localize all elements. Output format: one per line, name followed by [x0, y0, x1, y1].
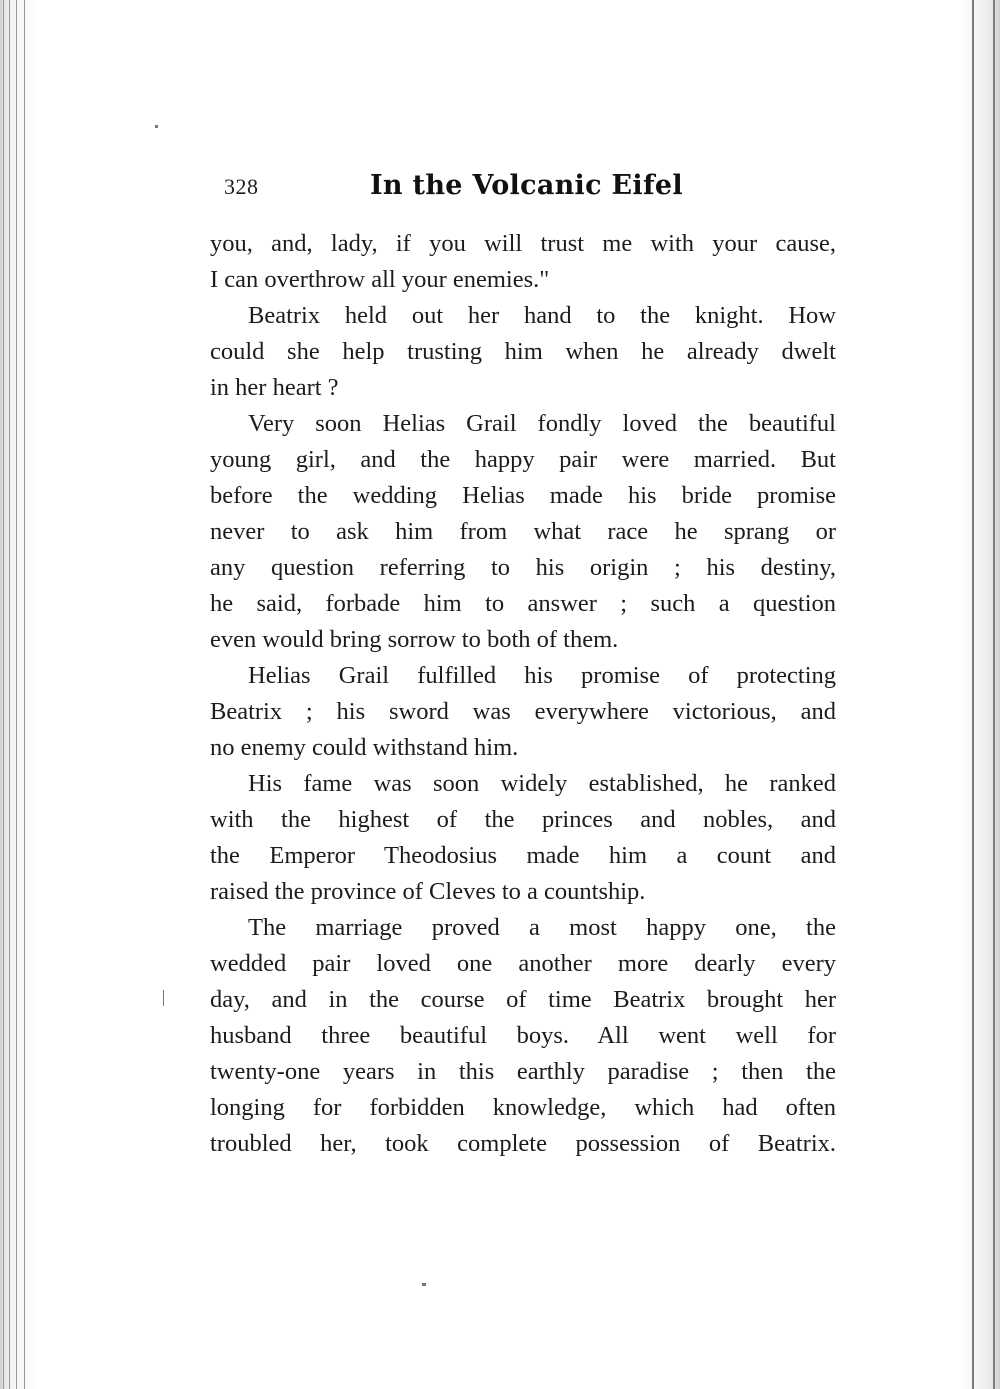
text-line: Beatrix held out her hand to the knight. How	[248, 302, 836, 329]
text-line: the Emperor Theodosius made him a count and	[210, 842, 836, 869]
page-edge-line	[993, 0, 995, 1389]
text-line: never to ask him from what race he sprang or	[210, 518, 836, 545]
text-line: The marriage proved a most happy one, the	[248, 914, 836, 941]
text-line: no enemy could withstand him.	[210, 734, 519, 761]
page-left-edge	[0, 0, 40, 1389]
text-line: day, and in the course of time Beatrix brought her	[210, 986, 836, 1013]
text-line: wedded pair loved one another more dearly every	[210, 950, 836, 977]
text-line: even would bring sorrow to both of them.	[210, 626, 619, 653]
page-right-edge	[960, 0, 1000, 1389]
page-number: 328	[224, 174, 259, 199]
text-line: raised the province of Cleves to a countship.	[210, 878, 646, 905]
text-line: with the highest of the princes and nobles, and	[210, 806, 836, 833]
body-text	[210, 226, 836, 1162]
text-line: husband three beautiful boys. All went well for	[210, 1022, 836, 1049]
text-line: you, and, lady, if you will trust me with your cause,	[210, 230, 836, 257]
paper-speck	[155, 125, 158, 128]
text-line: before the wedding Helias made his bride promise	[210, 482, 836, 509]
text-line: longing for forbidden knowledge, which had often	[210, 1094, 836, 1121]
page-edge-line	[3, 0, 4, 1389]
text-line: His fame was soon widely established, he ranked	[248, 770, 836, 797]
text-line: young girl, and the happy pair were married. But	[210, 446, 836, 473]
text-line: Helias Grail fulfilled his promise of protecting	[248, 662, 836, 689]
paper-speck	[422, 1283, 426, 1286]
page-edge-line	[16, 0, 17, 1389]
text-line: Very soon Helias Grail fondly loved the beautiful	[248, 410, 836, 437]
text-line: Beatrix ; his sword was everywhere victorious, and	[210, 698, 836, 725]
running-title: In the Volcanic Eifel	[370, 170, 683, 201]
text-line: in her heart ?	[210, 374, 339, 401]
text-line: I can overthrow all your enemies."	[210, 266, 550, 293]
text-line: twenty-one years in this earthly paradise ; then the	[210, 1058, 836, 1085]
page-edge-line	[972, 0, 974, 1389]
text-line: he said, forbade him to answer ; such a question	[210, 590, 836, 617]
page-edge-line	[24, 0, 25, 1389]
text-line: troubled her, took complete possession of Beatrix.	[210, 1130, 836, 1157]
text-line: any question referring to his origin ; his destiny,	[210, 554, 836, 581]
text-line: could she help trusting him when he already dwelt	[210, 338, 836, 365]
page-edge-line	[9, 0, 10, 1389]
paper-speck	[163, 990, 164, 1006]
